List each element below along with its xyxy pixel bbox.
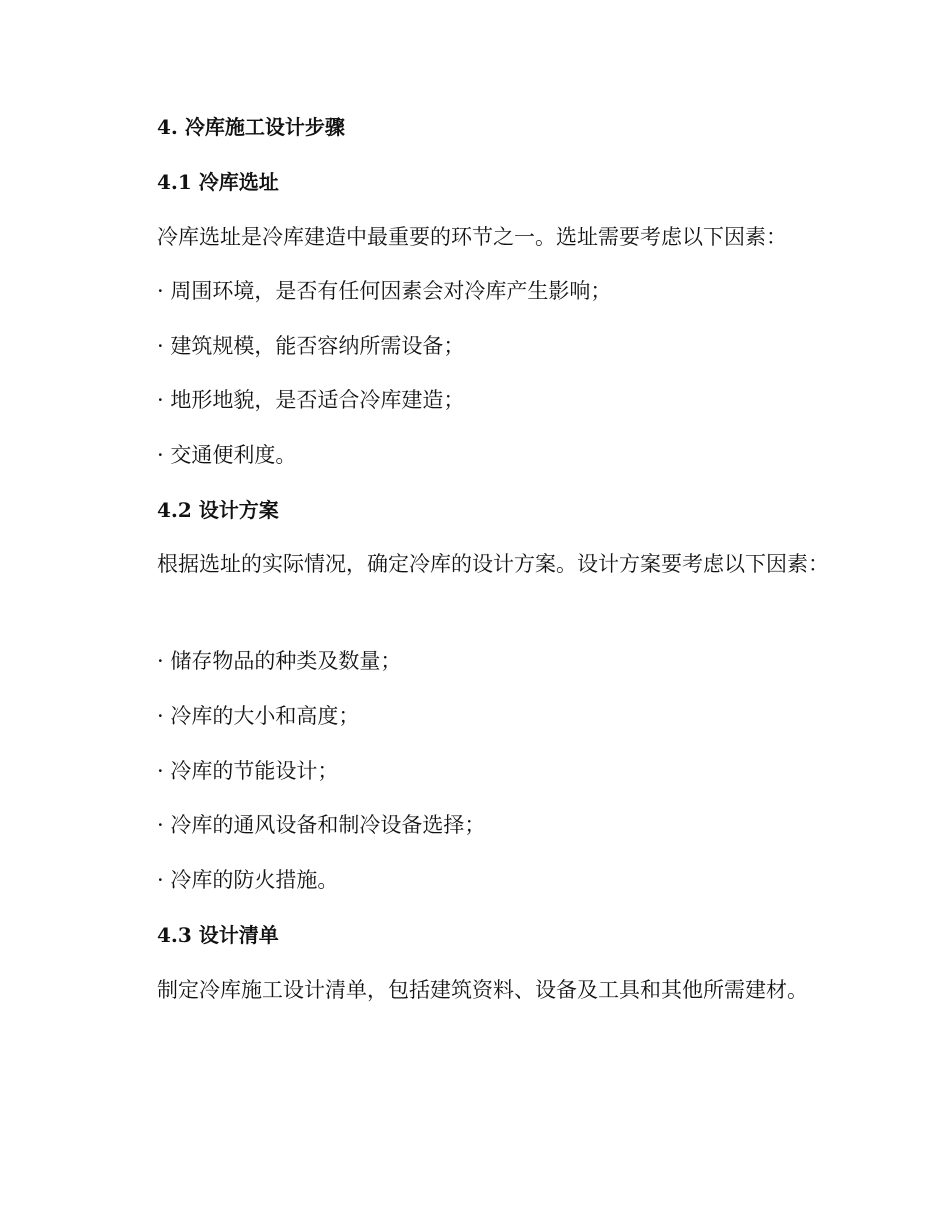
list-item: · 地形地貌，是否适合冷库建造； (157, 388, 465, 412)
list-item: · 交通便利度。 (157, 443, 297, 467)
heading-design-list: 4.3 设计清单 (157, 923, 279, 947)
design-plan-intro: 根据选址的实际情况，确定冷库的设计方案。设计方案要考虑以下因素： (157, 552, 829, 576)
heading-design-plan: 4.2 设计方案 (157, 498, 279, 522)
list-item: · 冷库的大小和高度； (157, 704, 360, 728)
list-item: · 储存物品的种类及数量； (157, 649, 402, 673)
heading-site-selection: 4.1 冷库选址 (157, 170, 279, 194)
section-title: 4. 冷库施工设计步骤 (157, 115, 345, 139)
list-item: · 冷库的节能设计； (157, 759, 339, 783)
list-item: · 冷库的通风设备和制冷设备选择； (157, 813, 486, 837)
site-selection-intro: 冷库选址是冷库建造中最重要的环节之一。选址需要考虑以下因素： (157, 225, 787, 249)
list-item: · 建筑规模，能否容纳所需设备； (157, 334, 465, 358)
design-list-intro: 制定冷库施工设计清单，包括建筑资料、设备及工具和其他所需建材。 (157, 978, 808, 1002)
list-item: · 冷库的防火措施。 (157, 868, 339, 892)
list-item: · 周围环境，是否有任何因素会对冷库产生影响； (157, 279, 612, 303)
